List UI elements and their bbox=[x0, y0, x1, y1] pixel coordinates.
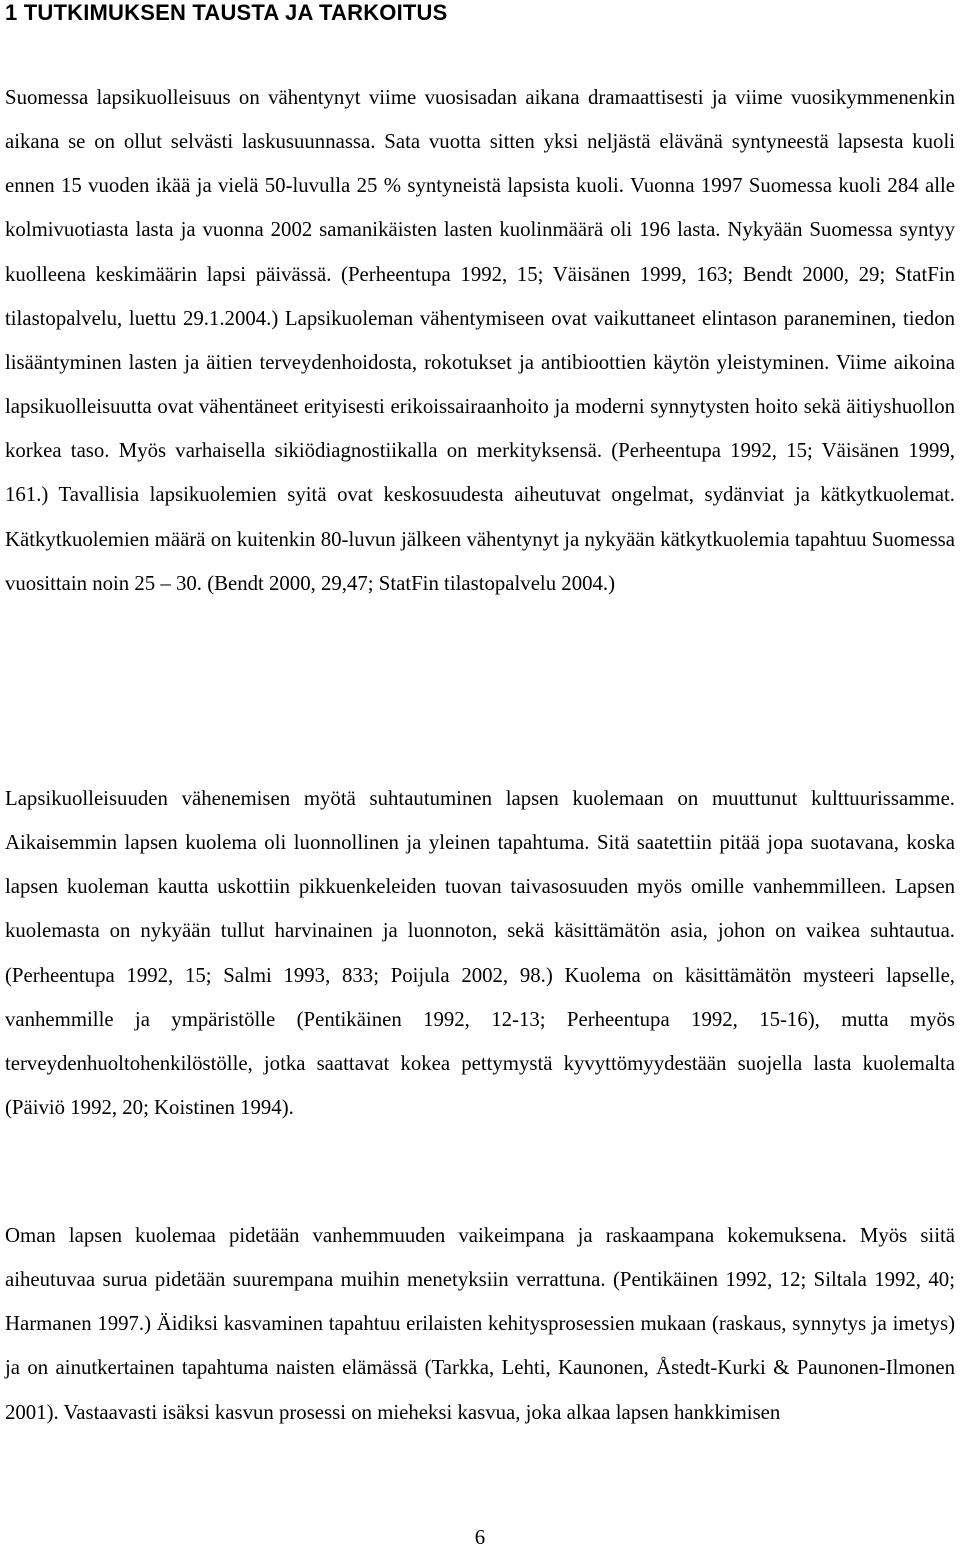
page-number: 6 bbox=[474, 1526, 486, 1549]
paragraph-parental-grief: Oman lapsen kuolemaa pidetään vanhemmuuden vaikeimpana ja raskaampana kokemuksena. Myös siitä aiheutuvaa surua pidetään suurempana muihin menetyksiin verrattuna. (Pentikäinen 1992, 12; Siltala 1992, 40; Harmanen 1997.) Äidiksi kasvaminen tapahtuu erilaisten kehitysprosessien mukaan (raskaus, synnytys ja imetys) ja on ainutkertainen tapahtuma naisten elämässä (Tarkka, Lehti, Kaunonen, Åstedt-Kurki & Paunonen-Ilmonen 2001). Vastaavasti isäksi kasvun prosessi on mieheksi kasvua, joka alkaa lapsen hankkimisen bbox=[5, 1224, 955, 1424]
chapter-heading: 1 TUTKIMUKSEN TAUSTA JA TARKOITUS bbox=[5, 0, 448, 25]
paragraph-child-mortality: Suomessa lapsikuolleisuus on vähentynyt viime vuosisadan aikana dramaattisesti ja viime vuosikymmenenkin aikana se on ollut selvästi laskusuunnassa. Sata vuotta sitten yksi neljästä elävänä syntyneestä lapsesta kuoli ennen 15 vuoden ikää ja vielä 50-luvulla 25 % syntyneistä lapsista kuoli. Vuonna 1997 Suomessa kuoli 284 alle kolmivuotiasta lasta ja vuonna 2002 samanikäisten lasten kuolinmäärä oli 196 lasta. Nykyään Suomessa syntyy kuolleena keskimäärin lapsi päivässä. (Perheentupa 1992, 15; Väisänen 1999, 163; Bendt 2000, 29; StatFin tilastopalvelu, luettu 29.1.2004.) Lapsikuoleman vähentymiseen ovat vaikuttaneet elintason paraneminen, tiedon lisääntyminen lasten ja äitien terveydenhoidosta, rokotukset ja antibioottien käytön yleistyminen. Viime aikoina lapsikuolleisuutta ovat vähentäneet erityisesti erikoissairaanhoito ja moderni synnytysten hoito sekä äitiyshuollon korkea taso. Myös varhaisella sikiödiagnostiikalla on merkityksensä. (Perheentupa 1992, 15; Väisänen 1999, 161.) Tavallisia lapsikuolemien syitä ovat keskosuudesta aiheutuvat ongelmat, sydänviat ja kätkytkuolemat. Kätkytkuolemien määrä on kuitenkin 80-luvun jälkeen vähentynyt ja nykyään kätkytkuolemia tapahtuu Suomessa vuosittain noin 25 – 30. (Bendt 2000, 29,47; StatFin tilastopalvelu 2004.) bbox=[5, 86, 955, 595]
paragraph-attitude-to-death: Lapsikuolleisuuden vähenemisen myötä suhtautuminen lapsen kuolemaan on muuttunut kulttuurissamme. Aikaisemmin lapsen kuolema oli luonnollinen ja yleinen tapahtuma. Sitä saatettiin pitää jopa suotavana, koska lapsen kuoleman kautta uskottiin pikkuenkeleiden tuovan taivasosuuden myös omille vanhemmilleen. Lapsen kuolemasta on nykyään tullut harvinainen ja luonnoton, sekä käsittämätön asia, johon on vaikea suhtautua. (Perheentupa 1992, 15; Salmi 1993, 833; Poijula 2002, 98.) Kuolema on käsittämätön mysteeri lapselle, vanhemmille ja ympäristölle (Pentikäinen 1992, 12-13; Perheentupa 1992, 15-16), mutta myös terveydenhuoltohenkilöstölle, jotka saattavat kokea pettymystä kyvyttömyydestään suojella lasta kuolemalta (Päiviö 1992, 20; Koistinen 1994). bbox=[5, 787, 955, 1120]
